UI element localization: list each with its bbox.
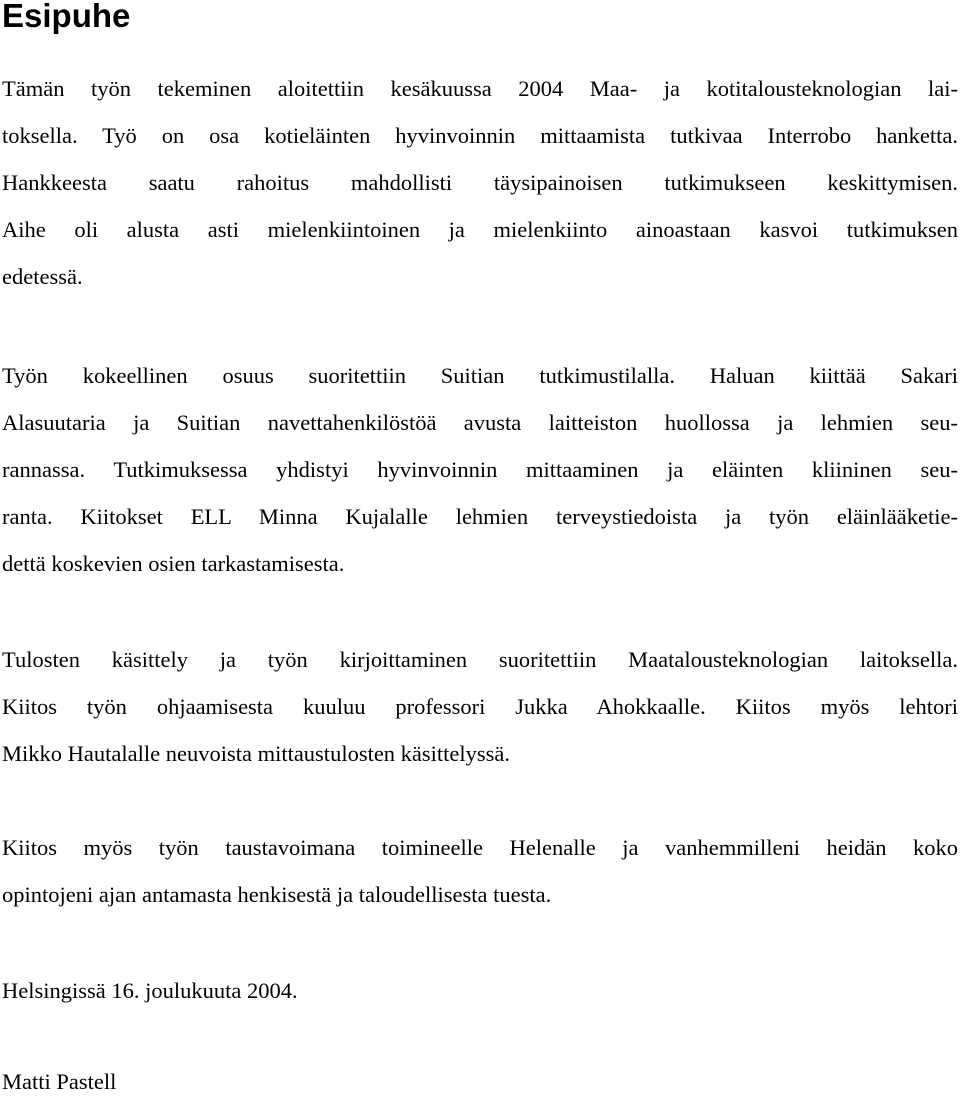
paragraph-line: edetessä.	[2, 264, 83, 289]
paragraph-line: Työn kokeellinen osuus suoritettiin Suitian tutkimustilalla. Haluan kiittää Sakari	[2, 363, 958, 388]
paragraph-line: Hankkeesta saatu rahoitus mahdollisti täysipainoisen tutkimukseen keskittymisen.	[2, 170, 958, 195]
place-date-line: Helsingissä 16. joulukuuta 2004.	[2, 978, 298, 1003]
paragraph-line: Aihe oli alusta asti mielenkiintoinen ja mielenkiinto ainoastaan kasvoi tutkimuksen	[2, 217, 958, 242]
paragraph-line: Alasuutaria ja Suitian navettahenkilöstöä avusta laitteiston huollossa ja lehmien seu-	[2, 410, 958, 435]
paragraph-2	[2, 352, 958, 587]
paragraph-line: Kiitos myös työn taustavoimana toimineelle Helenalle ja vanhemmilleni heidän koko	[2, 835, 958, 860]
paragraph-line: opintojeni ajan antamasta henkisestä ja taloudellisesta tuesta.	[2, 882, 552, 907]
paragraph-line: ranta. Kiitokset ELL Minna Kujalalle lehmien terveystiedoista ja työn eläinlääketie-	[2, 504, 958, 529]
paragraph-line: rannassa. Tutkimuksessa yhdistyi hyvinvoinnin mittaaminen ja eläinten kliininen seu-	[2, 457, 958, 482]
paragraph-4	[2, 824, 958, 918]
author-signature	[2, 1058, 116, 1105]
author-name: Matti Pastell	[2, 1069, 117, 1094]
paragraph-line: dettä koskevien osien tarkastamisesta.	[2, 551, 345, 576]
paragraph-line: Kiitos työn ohjaamisesta kuuluu professori Jukka Ahokkaalle. Kiitos myös lehtori	[2, 694, 958, 719]
paragraph-line: toksella. Työ on osa kotieläinten hyvinvoinnin mittaamista tutkivaa Interrobo hanketta.	[2, 123, 958, 148]
place-date	[2, 967, 298, 1014]
paragraph-line: Mikko Hautalalle neuvoista mittaustulosten käsittelyssä.	[2, 741, 511, 766]
paragraph-line: Tämän työn tekeminen aloitettiin kesäkuussa 2004 Maa- ja kotitalousteknologian lai-	[2, 76, 958, 101]
paragraph-line: Tulosten käsittely ja työn kirjoittaminen suoritettiin Maatalousteknologian laitoksella.	[2, 647, 958, 672]
page-title: Esipuhe	[2, 0, 131, 34]
paragraph-3	[2, 636, 958, 777]
paragraph-1	[2, 65, 958, 300]
